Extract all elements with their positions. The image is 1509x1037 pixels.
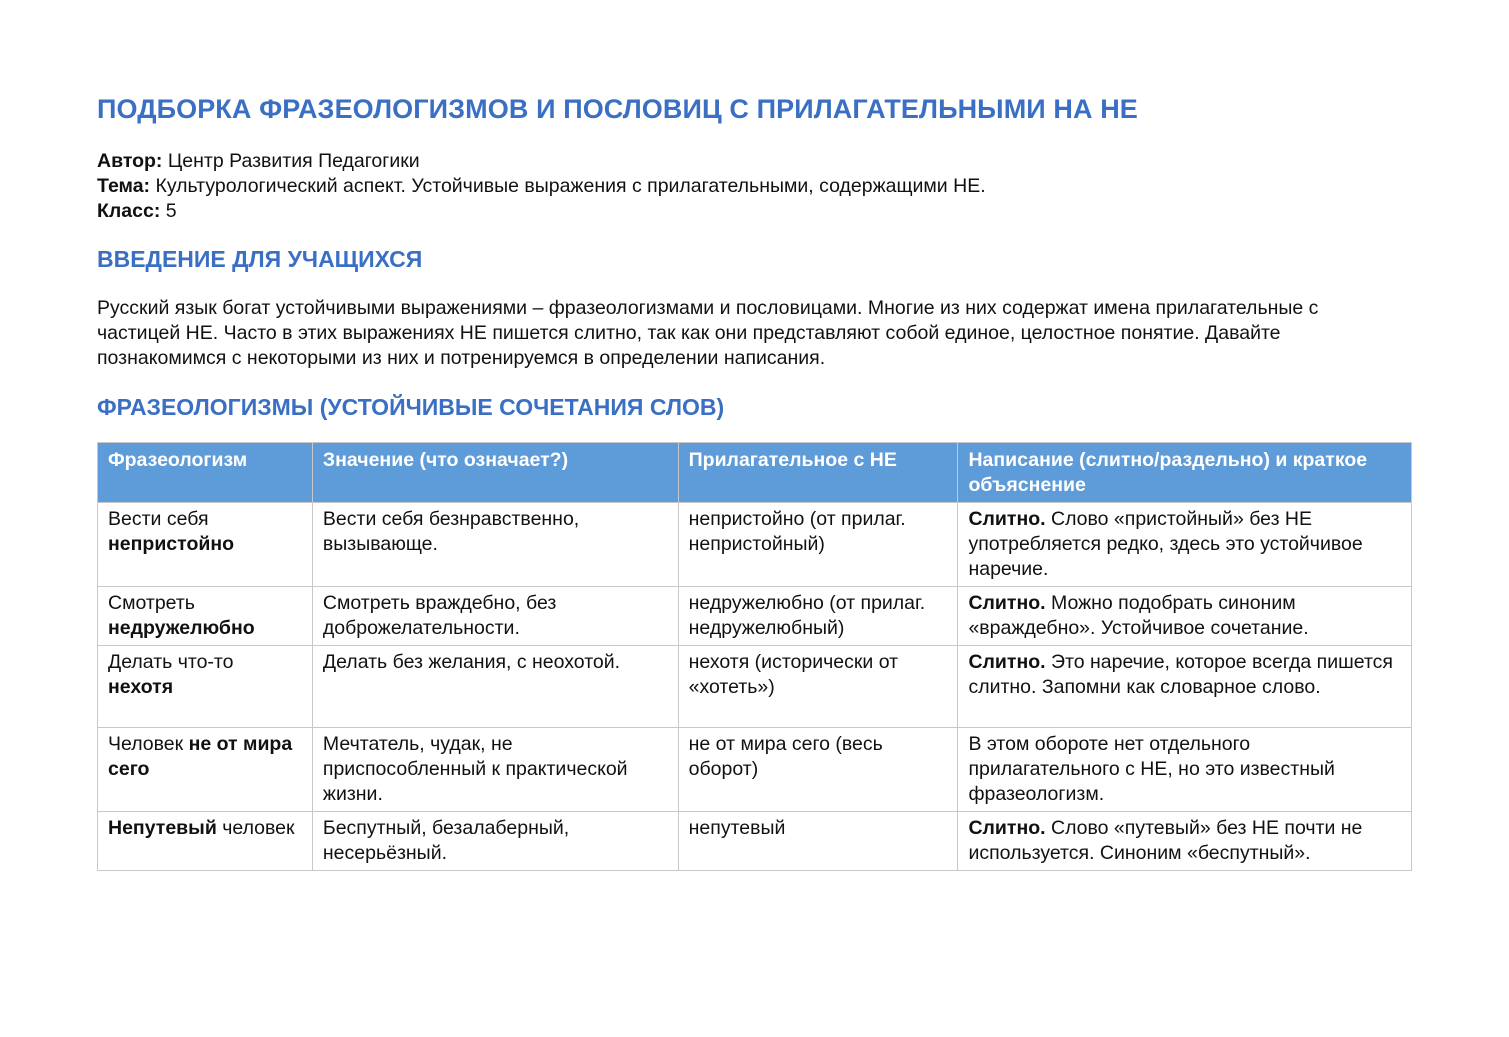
cell-spelling: В этом обороте нет отдельного прилагательного с НЕ, но это известный фразеологизм. (958, 728, 1412, 812)
intro-heading: ВВЕДЕНИЕ ДЛЯ УЧАЩИХСЯ (97, 246, 423, 272)
column-header-phrase: Фразеологизм (98, 443, 313, 503)
table-row (98, 812, 1412, 871)
table-row (98, 728, 1412, 812)
table-row (98, 503, 1412, 587)
document-title: ПОДБОРКА ФРАЗЕОЛОГИЗМОВ И ПОСЛОВИЦ С ПРИЛАГАТЕЛЬНЫМИ НА НЕ (97, 94, 1138, 124)
cell-adjective: недружелюбно (от прилаг. недружелюбный) (678, 587, 958, 646)
cell-spelling: Слитно. Можно подобрать синоним «враждебно». Устойчивое сочетание. (958, 587, 1412, 646)
table-row (98, 646, 1412, 728)
phrases-table (97, 442, 1412, 871)
cell-adjective: непристойно (от прилаг. непристойный) (678, 503, 958, 587)
cell-phrase: Непутевый человек (98, 812, 313, 871)
column-header-adjective: Прилагательное с НЕ (678, 443, 958, 503)
cell-phrase: Смотреть недружелюбно (98, 587, 313, 646)
cell-adjective: не от мира сего (весь оборот) (678, 728, 958, 812)
meta-topic (97, 174, 986, 199)
cell-adjective: нехотя (исторически от «хотеть») (678, 646, 958, 728)
meta-author (97, 149, 986, 174)
document-meta (97, 149, 986, 224)
cell-phrase: Вести себя непристойно (98, 503, 313, 587)
cell-phrase: Делать что-то нехотя (98, 646, 313, 728)
cell-phrase: Человек не от мира сего (98, 728, 313, 812)
cell-meaning: Делать без желания, с неохотой. (312, 646, 678, 728)
meta-grade-label: Класс: (97, 200, 161, 222)
cell-spelling: Слитно. Слово «путевый» без НЕ почти не используется. Синоним «беспутный». (958, 812, 1412, 871)
meta-topic-label: Тема: (97, 175, 151, 197)
cell-spelling: Слитно. Слово «пристойный» без НЕ употребляется редко, здесь это устойчивое наречие. (958, 503, 1412, 587)
cell-meaning: Мечтатель, чудак, не приспособленный к практической жизни. (312, 728, 678, 812)
table-row (98, 587, 1412, 646)
cell-spelling: Слитно. Это наречие, которое всегда пишется слитно. Запомни как словарное слово. (958, 646, 1412, 728)
cell-meaning: Вести себя безнравственно, вызывающе. (312, 503, 678, 587)
phrases-heading: ФРАЗЕОЛОГИЗМЫ (УСТОЙЧИВЫЕ СОЧЕТАНИЯ СЛОВ) (97, 394, 725, 420)
cell-adjective: непутевый (678, 812, 958, 871)
meta-author-value: Центр Развития Педагогики (167, 150, 420, 172)
meta-topic-value: Культурологический аспект. Устойчивые выражения с прилагательными, содержащими НЕ. (155, 175, 986, 197)
meta-author-label: Автор: (97, 150, 163, 172)
intro-text: Русский язык богат устойчивыми выражениями – фразеологизмами и пословицами. Многие из них содержат имена прилагательные с частицей НЕ. Часто в этих выражениях НЕ пишется слитно, так как они представляют собой единое, целостное понятие. Давайте познакомимся с некоторыми из них и потренируемся в определении написания. (97, 297, 1319, 369)
column-header-spelling: Написание (слитно/раздельно) и краткое объяснение (958, 443, 1412, 503)
cell-meaning: Смотреть враждебно, без доброжелательности. (312, 587, 678, 646)
column-header-meaning: Значение (что означает?) (312, 443, 678, 503)
meta-grade (97, 199, 986, 224)
table-header-row (98, 443, 1412, 503)
cell-meaning: Беспутный, безалаберный, несерьёзный. (312, 812, 678, 871)
meta-grade-value: 5 (165, 200, 177, 222)
